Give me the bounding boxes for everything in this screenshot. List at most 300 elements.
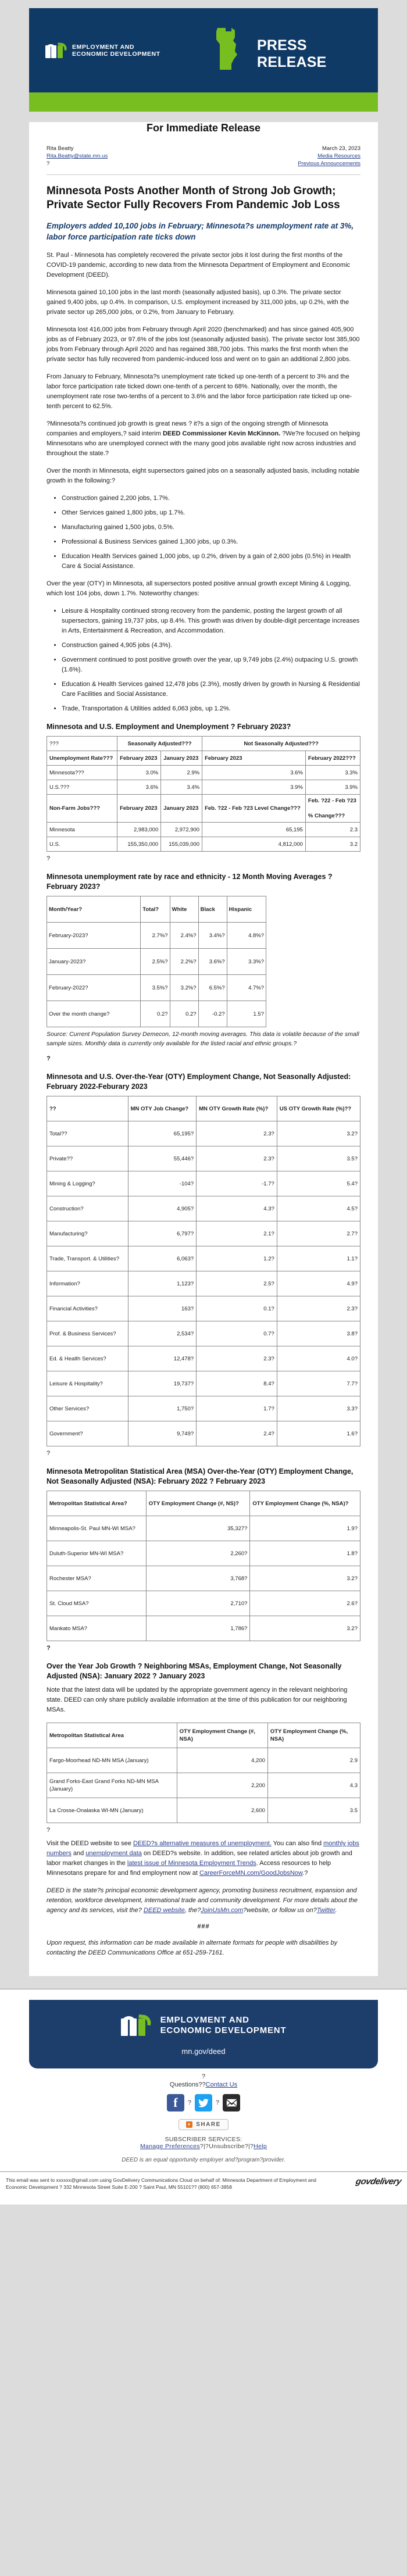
legal-row: [0, 2171, 407, 2199]
table-header: OTY Employment Change (#, NSA): [177, 1723, 267, 1748]
table-cell: 2.9%: [161, 766, 202, 780]
table-cell: Minneapolis-St. Paul MN-WI MSA?: [47, 1516, 147, 1541]
year-growth-list: [47, 606, 360, 714]
table-cell: Duluth-Superior MN-WI MSA?: [47, 1541, 147, 1566]
table-row: [47, 1616, 360, 1641]
quote-part-1: ?Minnesota?s continued job growth is great news ? it?s a sign of the ongoing strength of Minnesota companies and employers,? said interim: [47, 420, 329, 437]
table-cell: 4.5?: [277, 1196, 360, 1221]
closing-text-2: You can also find: [271, 1840, 324, 1847]
table-header: Hispanic: [227, 896, 266, 923]
article-paragraph-4: From January to February, Minnesota?s unemployment rate ticked up one-tenth of a percent to 3% and the labor force participation rate ticked down one-tenth of a percent to 68%. Nationally, over the month, the unemployment rate rose two-tenths of a percent to 3.6% and the labor force participation rate ticked up one-tenth percent to 62.5%.: [47, 373, 352, 410]
table-cell: 3.2%?: [170, 975, 198, 1001]
table-row: [47, 1271, 360, 1296]
footer-brand-band: [29, 2000, 378, 2068]
unemployment-by-race-table: [47, 896, 266, 1027]
contact-block: [47, 145, 108, 167]
table-cell: 35,327?: [146, 1516, 250, 1541]
mn-deed-logo: [45, 43, 160, 58]
table-cell: 2,983,000: [117, 823, 161, 837]
contact-row: [47, 145, 360, 167]
footer-gap: [0, 1976, 407, 1989]
table-cell: U.S.???: [47, 780, 117, 795]
social-separator-1: ?: [187, 2099, 191, 2106]
table-row: [47, 1171, 360, 1196]
oty-employment-change-table: [47, 1096, 360, 1446]
table-row: [47, 1491, 360, 1516]
questions-label: Questions??: [169, 2081, 206, 2088]
table-row: [47, 751, 360, 766]
table-cell: U.S.: [47, 837, 117, 852]
closing-text-6: .?: [302, 1870, 308, 1877]
table-cell: Trade, Transport. & Utilities?: [47, 1246, 128, 1271]
table1-title: Minnesota and U.S. Employment and Unemployment ? February 2023?: [47, 723, 291, 731]
table-cell: 4.3: [267, 1773, 360, 1798]
table-cell: 3.3%?: [227, 949, 266, 975]
table-cell: -104?: [128, 1171, 197, 1196]
table-cell: 3.5: [267, 1798, 360, 1823]
table-cell: Other Services?: [47, 1396, 128, 1421]
table-cell: 3.3?: [277, 1396, 360, 1421]
table-cell: 3.9%: [202, 780, 306, 795]
mn-logo-mark-icon: [45, 43, 67, 58]
table-cell: 4.0?: [277, 1346, 360, 1371]
table-cell: 3.2?: [250, 1566, 360, 1591]
list-item: • Trade, Transportation & Utilities added 6,063 jobs, up 1.2%.: [62, 704, 360, 714]
masthead-banner: [29, 8, 378, 92]
table-cell: 2.6?: [250, 1591, 360, 1616]
table-cell: Financial Activities?: [47, 1296, 128, 1321]
table-header: White: [170, 896, 198, 923]
table-cell: 3.4%?: [198, 923, 227, 949]
table-cell: 3.8?: [277, 1321, 360, 1346]
table-cell: 3.0%: [117, 766, 161, 780]
table-cell: 2,534?: [128, 1321, 197, 1346]
table-header: MN OTY Job Change?: [128, 1096, 197, 1121]
table-header: Not Seasonally Adjusted???: [202, 737, 360, 751]
table-header: February 2023: [117, 751, 161, 766]
table-cell: Mining & Logging?: [47, 1171, 128, 1196]
table2-source-note: Source: Current Population Survey Demecon, 12-month moving averages. This data is volatile because of the small sample sizes. Monthly data is currently only available for the listed racial and ethnic groups.?: [47, 1031, 359, 1047]
govdelivery-logo: [356, 2177, 401, 2186]
table5-note: Note that the latest data will be updated by the appropriate government agency in the relevant neighboring state. DEED can only share publicly available information at the time of this publication for our neighboring MSAs.: [47, 1687, 348, 1713]
footer-questions-row: [0, 2081, 407, 2088]
table-row: [47, 1321, 360, 1346]
table-cell: 2.1?: [197, 1221, 277, 1246]
minnesota-state-shape-icon: [214, 27, 240, 72]
agency-name: [72, 44, 160, 58]
table-header-line2: % Change???: [308, 813, 345, 819]
table-cell: 4.9?: [277, 1271, 360, 1296]
table3-trailing-mark: ?: [47, 1450, 51, 1457]
table-cell: 55,446?: [128, 1146, 197, 1171]
footer-deed-logo: [121, 2015, 287, 2036]
table-cell: 1.9?: [250, 1516, 360, 1541]
manage-preferences-link[interactable]: Manage Preferences: [140, 2142, 200, 2150]
footer-website-url: mn.gov/deed: [181, 2047, 226, 2056]
table-cell: 3.6%: [202, 766, 306, 780]
table-header: Month/Year?: [47, 896, 141, 923]
subs-separator-1: ?|?: [199, 2142, 209, 2150]
help-link[interactable]: Help: [254, 2142, 267, 2150]
table-cell: 0.2?: [170, 1001, 198, 1027]
table-header: OTY Employment Change (#, NS)?: [146, 1491, 250, 1516]
table-row: [47, 766, 360, 780]
list-item: • Construction gained 4,905 jobs (4.3%).: [62, 641, 360, 651]
masthead-wrapper: [0, 0, 407, 112]
table-cell: 2.3: [305, 823, 360, 837]
closing-text-4: on DEED?s website. In addition, see related articles about job growth and labor market changes in the: [47, 1850, 352, 1867]
table-row: [47, 737, 360, 751]
table-cell: February-2022?: [47, 975, 141, 1001]
table-cell: -0.2?: [198, 1001, 227, 1027]
table-cell: 3.2?: [250, 1616, 360, 1641]
table-cell: 2.7%?: [141, 923, 170, 949]
joinusmn-link[interactable]: JoinUsMn.com: [201, 1907, 244, 1914]
release-date: March 23, 2023: [322, 145, 360, 152]
list-item: • Government continued to post positive growth over the year, up 9,749 jobs (2.4%) outpacing U.S. growth (1.6%).: [62, 655, 360, 675]
article-headline: Minnesota Posts Another Month of Strong Job Growth; Private Sector Fully Recovers From Pandemic Job Loss: [47, 185, 340, 211]
for-immediate-release-heading: For Immediate Release: [146, 122, 261, 134]
contact-extra: ?: [47, 160, 50, 167]
table-cell: Leisure & Hospitality?: [47, 1371, 128, 1396]
table-cell: January-2023?: [47, 949, 141, 975]
table-cell: 4.7%?: [227, 975, 266, 1001]
table-cell: 0.1?: [197, 1296, 277, 1321]
share-label: SHARE: [196, 2121, 221, 2128]
table-row: [47, 1296, 360, 1321]
table-cell: 163?: [128, 1296, 197, 1321]
table-row: [47, 1748, 360, 1773]
article-deck: Employers added 10,100 jobs in February; Minnesota?s unemployment rate at 3%, labor force participation rate ticks down: [47, 221, 354, 241]
table-header: Seasonally Adjusted???: [117, 737, 202, 751]
equal-opportunity-note: DEED is an equal opportunity employer and?program?provider.: [122, 2156, 285, 2163]
table-cell: 2.5%?: [141, 949, 170, 975]
table-cell: Over the month change?: [47, 1001, 141, 1027]
table-header: February 2022???: [305, 751, 360, 766]
social-links-row: [0, 2094, 407, 2111]
table-header: February 2023: [202, 751, 306, 766]
list-item: • Education Health Services gained 1,000 jobs, up 0.2%, driven by a gain of 2,600 jobs (0.5%) in Health Care & Social Assistance.: [62, 552, 360, 571]
table-row: [47, 1346, 360, 1371]
about-text-3: ?website, or follow us on?: [243, 1907, 317, 1914]
table-row: [47, 1371, 360, 1396]
table-header: January 2023: [161, 795, 202, 823]
article-paragraph-2: Minnesota gained 10,100 jobs in the last month (seasonally adjusted basis), up 0.3%. The private sector gained 9,400 jobs, up 0.4%. In comparison, U.S. employment increased by 311,000 jobs, up 0.2%, with the private sector up 265,000 jobs, or 0.2%, from January to February.: [47, 289, 349, 316]
table-cell: 3.5?: [277, 1146, 360, 1171]
closing-text-5: . Access resources to help Minnesotans prepare for and find employment now at: [47, 1860, 331, 1877]
table-cell: 2.3?: [277, 1296, 360, 1321]
table5-trailing-mark: ?: [47, 1827, 51, 1834]
about-deed-paragraph: [47, 1886, 360, 1916]
table-cell: 2.3?: [197, 1121, 277, 1146]
table-cell: Prof. & Business Services?: [47, 1321, 128, 1346]
deed-website-link[interactable]: DEED website: [143, 1907, 185, 1914]
table-cell: Minnesota???: [47, 766, 117, 780]
table-row: [47, 837, 360, 852]
press-release-title: PRESS RELEASE: [257, 37, 327, 70]
quote-part-2: ?We?re focused on helping Minnesotans who are unemployed connect with the many good jobs available right now across industries and throughout the state.?: [47, 430, 360, 457]
table-header: OTY Employment Change (%, NSA): [267, 1723, 360, 1748]
table-row: [47, 1221, 360, 1246]
list-item: • Manufacturing gained 1,500 jobs, 0.5%.: [62, 523, 360, 533]
table-cell: 2.4%?: [170, 923, 198, 949]
table-row: [47, 823, 360, 837]
table-cell: 1.1?: [277, 1246, 360, 1271]
table-row: [47, 1096, 360, 1121]
contact-us-link[interactable]: Contact Us: [205, 2081, 238, 2088]
table4-title: Minnesota Metropolitan Statistical Area (MSA) Over-the-Year (OTY) Employment Change, Not Seasonally Adjusted (NSA): February 2022 ? February 2023: [47, 1467, 354, 1485]
twitter-link[interactable]: Twitter: [316, 1907, 335, 1914]
email-icon[interactable]: [223, 2094, 240, 2111]
table-cell: 3,768?: [146, 1566, 250, 1591]
share-plus-icon: +: [186, 2121, 192, 2128]
table-cell: 155,039,000: [161, 837, 202, 852]
table-cell: 9,749?: [128, 1421, 197, 1446]
table-cell: 3.6%: [117, 780, 161, 795]
table-cell: Minnesota: [47, 823, 117, 837]
facebook-icon[interactable]: f: [167, 2094, 184, 2111]
table5-title: Over the Year Job Growth ? Neighboring MSAs, Employment Change, Not Seasonally Adjusted (NSA): January 2022 ? January 2023: [47, 1662, 342, 1680]
legal-text: This email was sent to xxxxxx@gmail.com using GovDelivery Communications Cloud on behalf of: Minnesota Department of Employment and Economic Development ? 332 Minnesota Street Suite E-200 ? Saint Paul, MN 55101?? (800) 657-3858: [6, 2177, 316, 2190]
previous-announcements-link[interactable]: Previous Announcements: [298, 160, 360, 167]
about-text-1: DEED is the state?s principal economic development agency, promoting business recruitment, expansion and retention, workforce development, international trade and community development. For more details about the agency and its services, visit the?: [47, 1887, 358, 1914]
table-cell: 2.3?: [197, 1346, 277, 1371]
table-header: Metropolitan Statistical Area: [47, 1723, 177, 1748]
table-cell: 1.8?: [250, 1541, 360, 1566]
release-meta-block: [298, 145, 360, 167]
email-footer: [0, 1989, 407, 2205]
table-cell: 1.6?: [277, 1421, 360, 1446]
table-header: February 2023: [117, 795, 161, 823]
table-cell: La Crosse-Onalaska WI-MN (January): [47, 1798, 177, 1823]
table-row: [47, 1146, 360, 1171]
alternate-formats-note: Upon request, this information can be made available in alternate formats for people with disabilities by contacting the DEED Communications Office at 651-259-7161.: [47, 1939, 338, 1956]
about-text-4: .: [335, 1907, 337, 1914]
table-cell: 1.7?: [197, 1396, 277, 1421]
table-cell: 2,200: [177, 1773, 267, 1798]
table-cell: St. Cloud MSA?: [47, 1591, 147, 1616]
footer-spacer-mark: ?: [201, 2073, 206, 2080]
alt-measures-link[interactable]: DEED?s alternative measures of unemployment.: [133, 1840, 272, 1847]
table-cell: Rochester MSA?: [47, 1566, 147, 1591]
table-header: Unemployment Rate???: [47, 751, 117, 766]
agency-name-line2: ECONOMIC DEVELOPMENT: [72, 50, 160, 58]
table-cell: 1,786?: [146, 1616, 250, 1641]
share-button[interactable]: [178, 2119, 229, 2130]
table-cell: Construction?: [47, 1196, 128, 1221]
table4-trailing-mark: ?: [47, 1645, 51, 1652]
divider: [47, 174, 360, 175]
closing-text-1: Visit the DEED website to see: [47, 1840, 133, 1847]
unemployment-data-link[interactable]: unemployment data: [85, 1850, 142, 1857]
article-paragraph-5: Over the month in Minnesota, eight supersectors gained jobs on a seasonally adjusted basis, including notable growth in the following:?: [47, 467, 360, 484]
table-cell: 3.4%: [161, 780, 202, 795]
table1-trailing-mark: ?: [47, 855, 51, 862]
agency-name-line1: EMPLOYMENT AND: [72, 43, 135, 51]
table-row: [47, 975, 266, 1001]
table-row: [47, 1798, 360, 1823]
table-cell: 12,478?: [128, 1346, 197, 1371]
table-row: [47, 1773, 360, 1798]
table-cell: ???: [47, 737, 117, 751]
table-cell: February-2023?: [47, 923, 141, 949]
table-cell: 65,195?: [128, 1121, 197, 1146]
article-paragraph-1: St. Paul - Minnesota has completely recovered the private sector jobs it lost during the first months of the COVID-19 pandemic, according to new data from the Minnesota Department of Employment and Economic Development (DEED).: [47, 252, 351, 278]
table-cell: 2.4?: [197, 1421, 277, 1446]
table-header: OTY Employment Change (%, NSA)?: [250, 1491, 360, 1516]
monthly-jobs-link[interactable]: monthly jobs numbers: [47, 1840, 359, 1857]
subscriber-services-label: SUBSCRIBER SERVICES:: [165, 2135, 242, 2143]
table-cell: 2,710?: [146, 1591, 250, 1616]
table-header: Black: [198, 896, 227, 923]
subs-separator-2: ?|?: [244, 2142, 254, 2150]
table-header-line1: Feb. ?22 - Feb ?23: [308, 798, 356, 804]
govdelivery-wordmark: govdelivery: [355, 2176, 402, 2186]
table-cell: Ed. & Health Services?: [47, 1346, 128, 1371]
table-cell: 2.5?: [197, 1271, 277, 1296]
footer-agency-line2: ECONOMIC DEVELOPMENT: [160, 2025, 287, 2035]
table-row: [47, 1591, 360, 1616]
table-cell: 65,195: [202, 823, 306, 837]
unsubscribe-link[interactable]: Unsubscribe: [209, 2142, 245, 2150]
table-cell: 0.2?: [141, 1001, 170, 1027]
table-cell: 4.8%?: [227, 923, 266, 949]
table-cell: Total??: [47, 1121, 128, 1146]
table-row: [47, 923, 266, 949]
table-header: Total?: [141, 896, 170, 923]
table-header: US OTY Growth Rate (%)??: [277, 1096, 360, 1121]
share-button-wrapper: [0, 2118, 407, 2130]
table-cell: 2.3?: [197, 1146, 277, 1171]
list-item: • Construction gained 2,200 jobs, 1.7%.: [62, 494, 360, 503]
contact-name: Rita Beatty: [47, 145, 74, 152]
table-cell: 8.4?: [197, 1371, 277, 1396]
table-row: [47, 1566, 360, 1591]
twitter-icon[interactable]: [195, 2094, 212, 2111]
table-cell: 2.7?: [277, 1221, 360, 1246]
table-cell: 5.4?: [277, 1171, 360, 1196]
table-cell: 2,600: [177, 1798, 267, 1823]
table-cell: 4,905?: [128, 1196, 197, 1221]
table-cell: Government?: [47, 1421, 128, 1446]
table-cell: 3.3%: [305, 766, 360, 780]
green-accent-bar: [29, 92, 378, 112]
table-cell: 4,812,000: [202, 837, 306, 852]
subscriber-services-links: [0, 2143, 407, 2150]
table-cell: 3.2: [305, 837, 360, 852]
table-cell: Private??: [47, 1146, 128, 1171]
table-cell: 2,260?: [146, 1541, 250, 1566]
table-header: Metropolitan Statistical Area?: [47, 1491, 147, 1516]
neighboring-msa-table: [47, 1723, 360, 1823]
table-row: [47, 1001, 266, 1027]
footer-agency-name: [160, 2015, 287, 2036]
table-row: [47, 1396, 360, 1421]
month-growth-list: [47, 494, 360, 571]
table-cell: 3.2?: [277, 1121, 360, 1146]
table-cell: 2.9: [267, 1748, 360, 1773]
end-marker: ###: [197, 1923, 210, 1930]
table-cell: 1,750?: [128, 1396, 197, 1421]
table-cell: 6.5%?: [198, 975, 227, 1001]
table-row: [47, 1541, 360, 1566]
table-row: [47, 795, 360, 823]
table-cell: 155,350,000: [117, 837, 161, 852]
table-cell: Fargo-Moorhead ND-MN MSA (January): [47, 1748, 177, 1773]
table-row: [47, 780, 360, 795]
table-header: ??: [47, 1096, 128, 1121]
table-row: [47, 949, 266, 975]
contact-email-link[interactable]: Rita.Beatty@state.mn.us: [47, 153, 108, 159]
table2-trailing-mark: ?: [47, 1055, 51, 1062]
table-row: [47, 1723, 360, 1748]
table-header: MN OTY Growth Rate (%)?: [197, 1096, 277, 1121]
table-cell: Mankato MSA?: [47, 1616, 147, 1641]
table-cell: 3.5%?: [141, 975, 170, 1001]
table-row: [47, 1516, 360, 1541]
article-paragraph-3: Minnesota lost 416,000 jobs from February through April 2020 (benchmarked) and has since gained 405,900 jobs as of February 2023, or 97.6% of the jobs lost (seasonally adjusted basis). The private sector lost 385,900 jobs from February through April 2020 and has regained 388,700 jobs. This marks the first month when the private sector has fully recovered from pandemic-induced loss and went on to gain an additional 2,800 jobs.: [47, 326, 360, 363]
table-cell: 1.5?: [227, 1001, 266, 1027]
table-cell: 7.7?: [277, 1371, 360, 1396]
table-cell: 19,737?: [128, 1371, 197, 1396]
table-cell: Grand Forks-East Grand Forks ND-MN MSA (January): [47, 1773, 177, 1798]
mn-logo-mark-icon: [121, 2015, 152, 2036]
table-row: [47, 1121, 360, 1146]
table-row: [47, 1421, 360, 1446]
closing-links-paragraph: [47, 1839, 360, 1878]
table-cell: 1.2?: [197, 1246, 277, 1271]
table-row: [47, 1196, 360, 1221]
table-cell: 2,972,900: [161, 823, 202, 837]
employment-trends-link[interactable]: latest issue of Minnesota Employment Trends: [127, 1860, 256, 1867]
list-item: • Professional & Business Services gained 1,300 jobs, up 0.3%.: [62, 537, 360, 547]
table-cell: 2.2%?: [170, 949, 198, 975]
table-cell: Manufacturing?: [47, 1221, 128, 1246]
table-cell: 0.7?: [197, 1321, 277, 1346]
table-row: [47, 896, 266, 923]
table-header: Non-Farm Jobs???: [47, 795, 117, 823]
article-quote-paragraph: [47, 419, 360, 459]
careerforce-link[interactable]: CareerForceMN.com/GoodJobsNow: [199, 1870, 303, 1877]
list-item: • Other Services gained 1,800 jobs, up 1.7%.: [62, 508, 360, 518]
table-header: [305, 795, 360, 823]
table-row: [47, 1246, 360, 1271]
table-cell: 4.3?: [197, 1196, 277, 1221]
table-cell: 6,797?: [128, 1221, 197, 1246]
closing-text-3: and: [71, 1850, 86, 1857]
table3-title: Minnesota and U.S. Over-the-Year (OTY) Employment Change, Not Seasonally Adjusted: February 2022-Feburary 2023: [47, 1073, 351, 1091]
footer-agency-line1: EMPLOYMENT AND: [160, 2015, 249, 2025]
table-header: Feb. ?22 - Feb ?23 Level Change???: [202, 795, 306, 823]
table-cell: 3.6%?: [198, 949, 227, 975]
media-resources-link[interactable]: Media Resources: [317, 153, 360, 159]
table-cell: 3.9%: [305, 780, 360, 795]
table-cell: 1,123?: [128, 1271, 197, 1296]
table-cell: 4,200: [177, 1748, 267, 1773]
msa-employment-change-table: [47, 1491, 360, 1641]
article-paragraph-6: Over the year (OTY) in Minnesota, all supersectors posted positive annual growth except Mining & Logging, which lost 104 jobs, down 1.7%. Noteworthy changes:: [47, 580, 351, 597]
social-separator-2: ?: [216, 2099, 220, 2106]
commissioner-name: DEED Commissioner Kevin McKinnon.: [162, 430, 281, 437]
employment-unemployment-table: [47, 736, 360, 852]
table-cell: -1.7?: [197, 1171, 277, 1196]
list-item: • Leisure & Hospitality continued strong recovery from the pandemic, posting the largest growth of all supersectors, gaining 19,737 jobs, up 8.4%. This growth was driven by double-digit percentage increases in Arts, Entertainment & Recreation, and Accommodation.: [62, 606, 360, 636]
table-cell: Information?: [47, 1271, 128, 1296]
about-text-2: , the?: [184, 1907, 201, 1914]
table-header: January 2023: [161, 751, 202, 766]
list-item: • Education & Health Services gained 12,478 jobs (2.3%), mostly driven by growth in Nursing & Residential Care Facilities and Social Assistance.: [62, 680, 360, 699]
release-card: [29, 122, 378, 1976]
